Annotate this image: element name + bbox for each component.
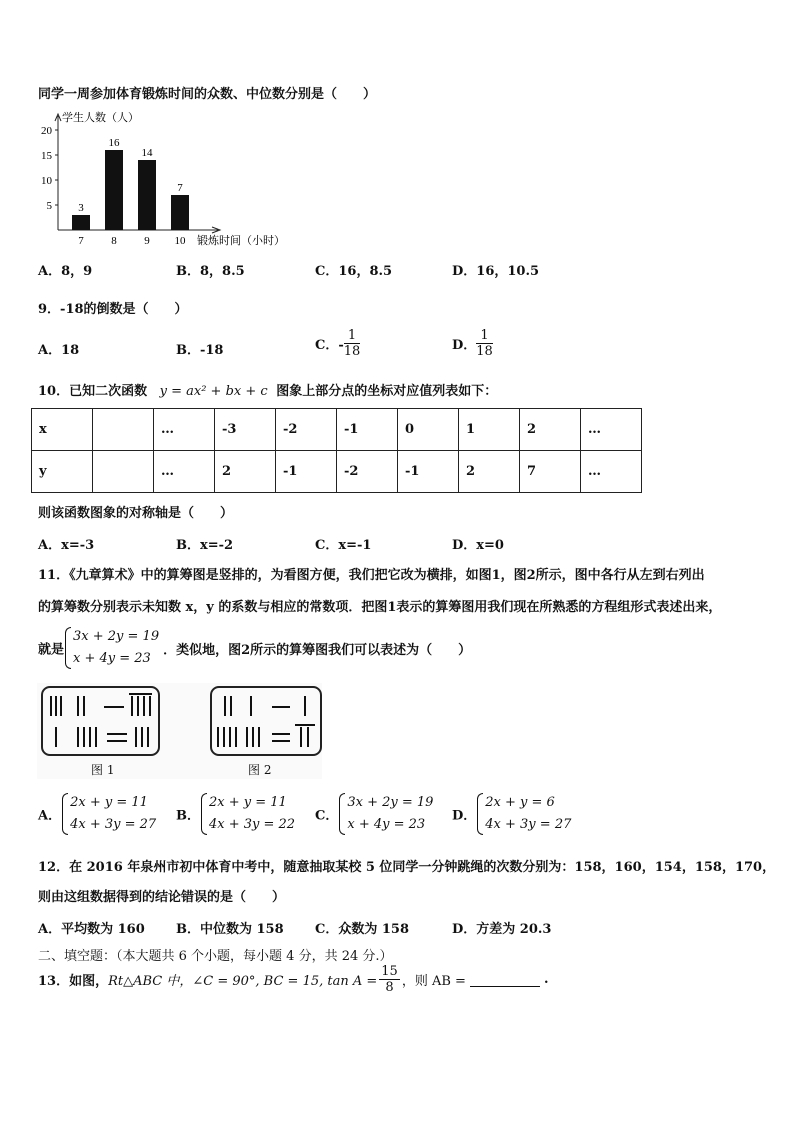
q11-option-d: D． 2x + y = 6 4x + 3y = 27	[452, 792, 571, 836]
table-cell-x: x	[32, 409, 93, 451]
q11-option-a: A． 2x + y = 11 4x + 3y = 27	[38, 792, 156, 836]
value-table	[31, 408, 642, 493]
table-cell-y	[93, 451, 154, 493]
figure-1-panel	[41, 686, 160, 756]
figure-1-label: 图 1	[91, 763, 115, 777]
table-cell-y: y	[32, 451, 93, 493]
table-cell-x: 0	[398, 409, 459, 451]
x-axis-label: 锻炼时间（小时）	[197, 234, 285, 247]
y-tick-label: 15	[41, 150, 52, 162]
q11-option-b: B． 2x + y = 11 4x + 3y = 22	[176, 792, 295, 836]
q9-stem: 9．-18的倒数是（ ）	[38, 302, 188, 317]
table-cell-x: …	[154, 409, 215, 451]
x-tick-label: 8	[111, 235, 117, 247]
q9-option-c: C．- $\frac{1}{18}$	[315, 328, 361, 359]
bar	[72, 215, 90, 230]
bar-data-label: 16	[108, 137, 120, 149]
table-cell-y: 7	[520, 451, 581, 493]
q9-option-a: A．18	[38, 343, 80, 358]
q11-option-c: C． 3x + 2y = 19 x + 4y = 23	[315, 792, 433, 836]
bar-data-label: 7	[177, 182, 183, 194]
q10-option-a: A．x=-3	[38, 538, 95, 553]
figure-2-panel	[210, 686, 322, 756]
table-cell-y: …	[581, 451, 642, 493]
q12-line-2: 则由这组数据得到的结论错误的是（ ）	[38, 890, 286, 905]
q8-option-b: B．8，8.5	[176, 264, 245, 279]
x-tick-label: 9	[144, 235, 150, 247]
table-cell-y: -1	[398, 451, 459, 493]
section-2-heading: 二、填空题：（本大题共 6 个小题，每小题 4 分，共 24 分.）	[38, 949, 393, 964]
bar-data-label: 3	[78, 202, 84, 214]
q10-option-d: D．x=0	[452, 538, 504, 553]
q11-line-1: 11．《九章算术》中的算筹图是竖排的，为看图方便，我们把它改为横排，如图1，图2所示，图中各行从左到右列出	[38, 568, 705, 583]
q8-option-d: D．16，10.5	[452, 264, 540, 279]
q13-answer-blank[interactable]	[470, 972, 540, 987]
q12-option-a: A．平均数为 160	[38, 922, 145, 937]
q12-option-c: C．众数为 158	[315, 922, 410, 937]
q12-line-1: 12．在 2016 年泉州市初中体育中考中，随意抽取某校 5 位同学一分钟跳绳的次数分别为：158，160，154，158，170，	[38, 860, 776, 875]
y-axis-label: 学生人数（人）	[62, 111, 139, 124]
table-cell-x	[93, 409, 154, 451]
table-cell-x: …	[581, 409, 642, 451]
bar	[105, 150, 123, 230]
table-cell-y: -1	[276, 451, 337, 493]
q13: 13．如图，Rt△ABC 中，∠C = 90°, BC = 15, tan A = $\frac{15}{8}$ ，则 AB = .	[38, 964, 549, 995]
figure-2-label: 图 2	[248, 763, 272, 777]
x-tick-label: 10	[174, 235, 186, 247]
bar	[171, 195, 189, 230]
table-cell-y: …	[154, 451, 215, 493]
q8-option-c: C．16，8.5	[315, 264, 393, 279]
table-cell-x: -1	[337, 409, 398, 451]
counting-rods-figure	[37, 683, 322, 779]
q10-formula: y = ax² + bx + c	[159, 384, 268, 399]
q10-option-c: C．x=-1	[315, 538, 372, 553]
q8-option-a: A．8，9	[38, 264, 93, 279]
table-cell-x: 2	[520, 409, 581, 451]
table-cell-x: -3	[215, 409, 276, 451]
q9-option-b: B．-18	[176, 343, 224, 358]
q11-example-system: 3x + 2y = 19 x + 4y = 23	[64, 626, 159, 670]
q10-option-b: B．x=-2	[176, 538, 234, 553]
y-tick-label: 10	[41, 175, 52, 187]
table-cell-x: -2	[276, 409, 337, 451]
q11-line-3: 就是 3x + 2y = 19 x + 4y = 23 ．类似地，图2所示的算筹图我们可以表述为（ ）	[38, 626, 471, 670]
q12-option-b: B．中位数为 158	[176, 922, 284, 937]
q11-line-2: 的算筹数分别表示未知数 x，y 的系数与相应的常数项．把图1表示的算筹图用我们现在所熟悉的方程组形式表述出来，	[38, 600, 722, 615]
bar-data-label: 14	[141, 147, 153, 159]
q9-option-d: D． $\frac{1}{18}$	[452, 328, 493, 359]
q8-stem: 同学一周参加体育锻炼时间的众数、中位数分别是（ ）	[38, 87, 377, 102]
bar-chart	[30, 108, 310, 248]
y-tick-label: 20	[41, 125, 52, 137]
table-cell-y: 2	[459, 451, 520, 493]
q10-stem: 10．已知二次函数 y = ax² + bx + c 图象上部分点的坐标对应值列表如下：	[38, 384, 498, 399]
q12-option-d: D．方差为 20.3	[452, 922, 552, 937]
table-cell-y: -2	[337, 451, 398, 493]
x-tick-label: 7	[78, 235, 84, 247]
q10-question: 则该函数图象的对称轴是（ ）	[38, 506, 234, 521]
table-cell-x: 1	[459, 409, 520, 451]
y-tick-label: 5	[46, 200, 52, 212]
table-cell-y: 2	[215, 451, 276, 493]
bar	[138, 160, 156, 230]
